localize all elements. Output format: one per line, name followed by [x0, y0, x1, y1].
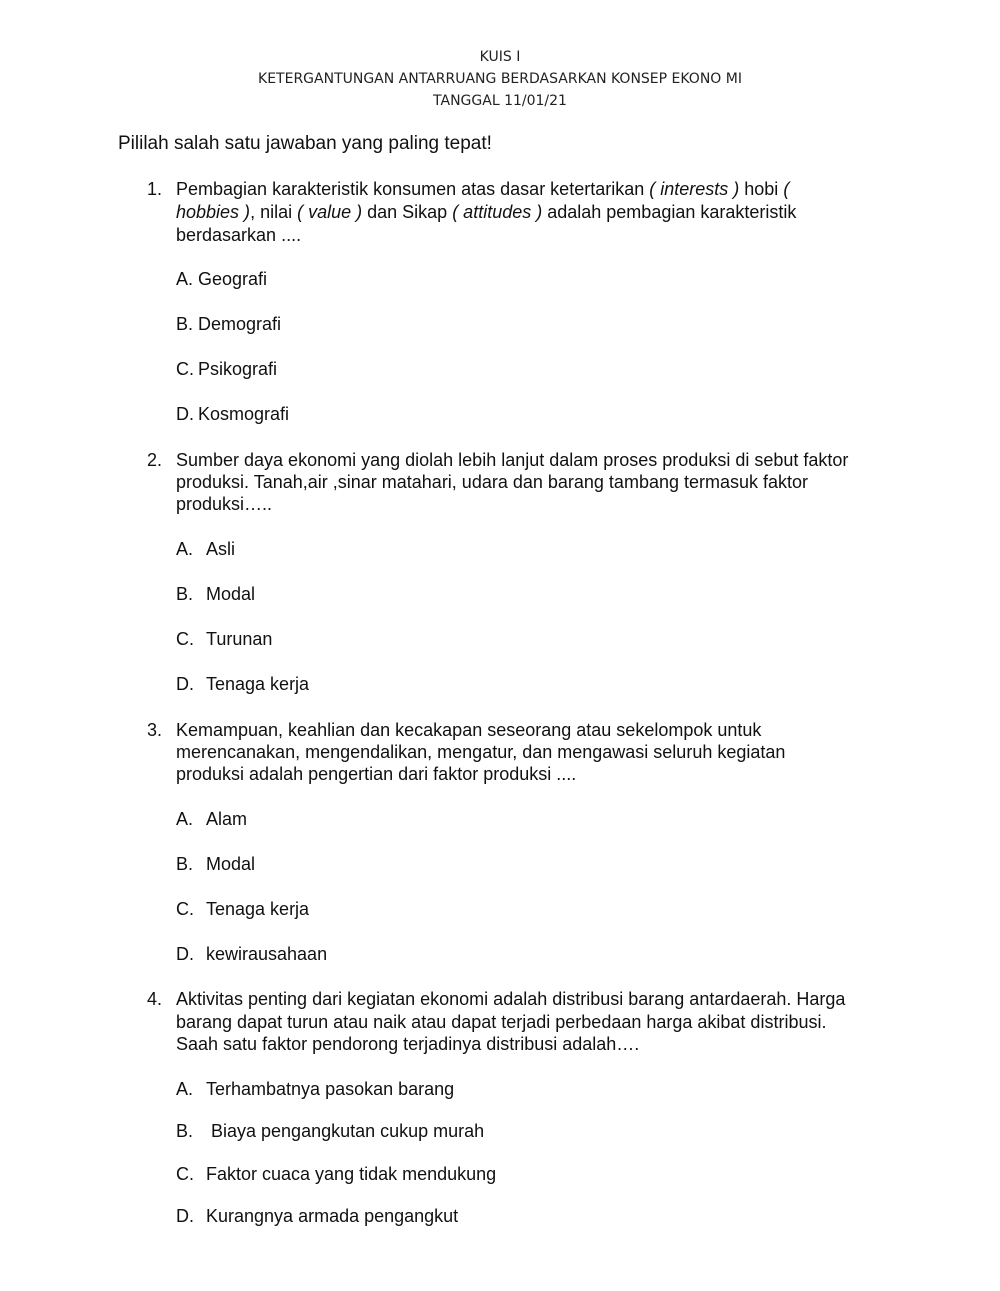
option-text: Modal [206, 584, 256, 604]
italic-term: ( attitudes ) [452, 202, 543, 222]
question-text: , nilai [250, 202, 298, 222]
italic-term: ( [783, 179, 790, 199]
option-d[interactable] [176, 404, 289, 425]
question-line [176, 202, 796, 223]
option-letter: A. [176, 539, 194, 559]
option-a[interactable] [176, 809, 247, 830]
option-text: Terhambatnya pasokan barang [206, 1079, 455, 1099]
option-text: Demografi [198, 314, 282, 334]
option-b[interactable] [176, 584, 255, 605]
option-b[interactable] [176, 314, 281, 335]
option-letter: C. [176, 629, 194, 649]
option-text: Tenaga kerja [206, 674, 310, 694]
question-line: produksi adalah pengertian dari faktor produksi .... [176, 764, 577, 784]
italic-term: hobbies ) [176, 202, 251, 222]
option-letter: D. [176, 674, 194, 694]
option-letter: D. [176, 404, 194, 424]
option-letter: D. [176, 1206, 194, 1226]
option-b[interactable] [176, 854, 255, 875]
question-text: dan Sikap [362, 202, 453, 222]
option-text: Biaya pengangkutan cukup murah [206, 1121, 485, 1141]
option-text: Psikografi [198, 359, 278, 379]
option-text: Turunan [206, 629, 273, 649]
question-text: Pembagian karakteristik konsumen atas dasar ketertarikan [176, 179, 650, 199]
option-a[interactable] [176, 269, 267, 290]
option-letter: D. [176, 944, 194, 964]
option-d[interactable] [176, 944, 327, 965]
option-letter: B. [176, 854, 194, 874]
option-text: Kosmografi [198, 404, 290, 424]
question-line [176, 179, 789, 200]
option-text: Alam [206, 809, 248, 829]
option-text: Geografi [198, 269, 268, 289]
header-subtitle: KETERGANTUNGAN ANTARRUANG BERDASARKAN KONSEP EKONO MI [258, 71, 742, 87]
option-letter: C. [176, 359, 194, 379]
option-letter: A. [176, 269, 194, 289]
question-number: 4. [147, 989, 163, 1009]
option-letter: A. [176, 809, 194, 829]
question-line: produksi….. [176, 494, 273, 514]
option-text: Kurangnya armada pengangkut [206, 1206, 459, 1226]
header-title: KUIS I [479, 49, 521, 65]
option-text: Tenaga kerja [206, 899, 310, 919]
question-number: 3. [147, 720, 163, 740]
option-text: kewirausahaan [206, 944, 328, 964]
option-d[interactable] [176, 1206, 458, 1227]
question-number: 1. [147, 179, 163, 199]
option-c[interactable] [176, 359, 277, 380]
option-d[interactable] [176, 674, 309, 695]
option-letter: A. [176, 1079, 194, 1099]
italic-term: ( value ) [297, 202, 363, 222]
option-letter: B. [176, 314, 194, 334]
header-date: TANGGAL 11/01/21 [433, 93, 567, 109]
question-line: Sumber daya ekonomi yang diolah lebih lanjut dalam proses produksi di sebut faktor [176, 450, 849, 470]
question-line: merencanakan, mengendalikan, mengatur, dan mengawasi seluruh kegiatan [176, 742, 786, 762]
option-text: Modal [206, 854, 256, 874]
question-line: berdasarkan .... [176, 225, 302, 245]
instruction: Pililah salah satu jawaban yang paling tepat! [118, 133, 492, 154]
option-text: Asli [206, 539, 236, 559]
option-letter: B. [176, 584, 194, 604]
option-c[interactable] [176, 899, 309, 920]
question-number: 2. [147, 450, 163, 470]
question-text: hobi [739, 179, 784, 199]
option-text: Faktor cuaca yang tidak mendukung [206, 1164, 497, 1184]
option-letter: C. [176, 1164, 194, 1184]
question-line: barang dapat turun atau naik atau dapat terjadi perbedaan harga akibat distribusi. [176, 1012, 827, 1032]
question-text: adalah pembagian karakteristik [542, 202, 797, 222]
option-b[interactable] [176, 1121, 484, 1142]
option-a[interactable] [176, 1079, 454, 1100]
question-line: Aktivitas penting dari kegiatan ekonomi adalah distribusi barang antardaerah. Harga [176, 989, 846, 1009]
question-line: Kemampuan, keahlian dan kecakapan seseorang atau sekelompok untuk [176, 720, 762, 740]
question-line: produksi. Tanah,air ,sinar matahari, udara dan barang tambang termasuk faktor [176, 472, 809, 492]
option-c[interactable] [176, 629, 272, 650]
option-a[interactable] [176, 539, 235, 560]
option-c[interactable] [176, 1164, 496, 1185]
option-letter: B. [176, 1121, 194, 1141]
italic-term: ( interests ) [649, 179, 740, 199]
option-letter: C. [176, 899, 194, 919]
question-line: Saah satu faktor pendorong terjadinya distribusi adalah…. [176, 1034, 640, 1054]
